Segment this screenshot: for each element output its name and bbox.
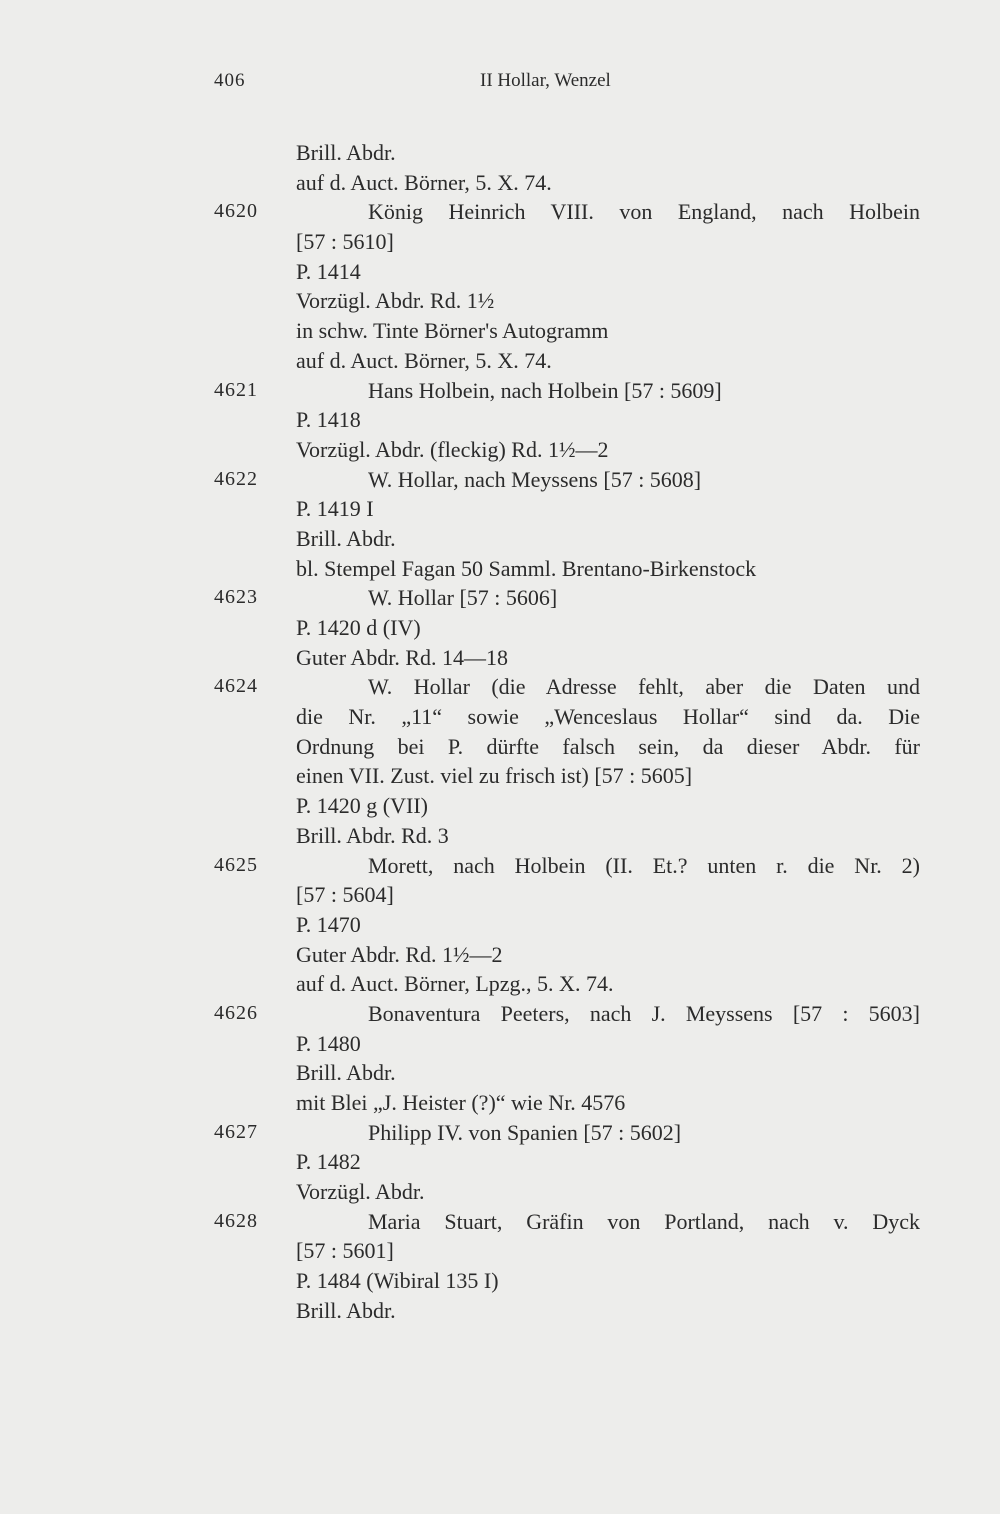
catalog-line <box>0 1177 1000 1207</box>
entry-title: W. Hollar [57 : 5606] <box>368 585 558 611</box>
entry-title: W. Hollar, nach Meyssens [57 : 5608] <box>368 466 702 492</box>
entry-detail: [57 : 5601] <box>296 1238 394 1264</box>
catalog-line <box>0 851 1000 881</box>
catalog-line <box>0 910 1000 940</box>
catalog-line <box>0 1088 1000 1118</box>
catalog-line <box>0 376 1000 406</box>
entry-detail: P. 1420 g (VII) <box>296 793 428 819</box>
catalog-line <box>0 643 1000 673</box>
entry-number: 4628 <box>214 1209 258 1232</box>
catalog-line <box>0 138 1000 168</box>
catalog-line <box>0 316 1000 346</box>
catalog-line <box>0 613 1000 643</box>
catalog-line <box>0 197 1000 227</box>
entry-number: 4621 <box>214 378 258 401</box>
entry-detail: P. 1482 <box>296 1149 361 1175</box>
catalog-line <box>0 1207 1000 1237</box>
catalog-line <box>0 524 1000 554</box>
entry-title: Philipp IV. von Spanien [57 : 5602] <box>368 1119 682 1145</box>
catalog-line <box>0 405 1000 435</box>
entry-number: 4626 <box>214 1001 258 1024</box>
catalog-line <box>0 880 1000 910</box>
entry-detail: P. 1418 <box>296 407 361 433</box>
entry-number: 4623 <box>214 586 258 609</box>
entry-detail: P. 1480 <box>296 1030 361 1056</box>
catalog-line <box>0 1029 1000 1059</box>
entry-detail: Brill. Abdr. <box>296 1060 396 1086</box>
catalog-line <box>0 346 1000 376</box>
entry-title: Maria Stuart, Gräfin von Portland, nach v. Dyck <box>368 1208 920 1234</box>
catalog-line <box>0 1296 1000 1326</box>
page-number: 406 <box>214 70 246 91</box>
catalog-line <box>0 791 1000 821</box>
entry-detail: Brill. Abdr. <box>296 1297 396 1323</box>
entry-detail: P. 1484 (Wibiral 135 I) <box>296 1268 499 1294</box>
entry-detail: Brill. Abdr. <box>296 140 396 165</box>
page-header <box>0 70 1000 100</box>
entry-detail: auf d. Auct. Börner, 5. X. 74. <box>296 347 552 373</box>
entry-detail: in schw. Tinte Börner's Autogramm <box>296 318 609 344</box>
catalog-line <box>0 286 1000 316</box>
entry-detail: P. 1420 d (IV) <box>296 615 421 640</box>
catalog-line <box>0 1266 1000 1296</box>
catalog-line <box>0 227 1000 257</box>
running-title: II Hollar, Wenzel <box>480 70 611 91</box>
entry-title: Bonaventura Peeters, nach J. Meyssens [57 : 5603] <box>368 1000 920 1026</box>
catalog-line <box>0 821 1000 851</box>
entry-detail: Brill. Abdr. Rd. 3 <box>296 822 449 848</box>
entry-number: 4625 <box>214 853 258 876</box>
entry-title: W. Hollar (die Adresse fehlt, aber die Daten und <box>368 674 920 700</box>
entry-detail: auf d. Auct. Börner, Lpzg., 5. X. 74. <box>296 971 614 997</box>
entry-title: Morett, nach Holbein (II. Et.? unten r. die Nr. 2) <box>368 852 920 878</box>
entry-detail: Ordnung bei P. dürfte falsch sein, da dieser Abdr. für <box>296 733 920 759</box>
catalog-line <box>0 672 1000 702</box>
catalog-entries <box>0 138 1000 1326</box>
entry-detail: Brill. Abdr. <box>296 525 396 551</box>
catalog-line <box>0 1236 1000 1266</box>
entry-detail: auf d. Auct. Börner, 5. X. 74. <box>296 169 552 195</box>
catalog-line <box>0 1147 1000 1177</box>
catalog-line <box>0 999 1000 1029</box>
catalog-line <box>0 1118 1000 1148</box>
entry-detail: Vorzügl. Abdr. (fleckig) Rd. 1½—2 <box>296 436 609 462</box>
entry-detail: Guter Abdr. Rd. 14—18 <box>296 644 509 670</box>
entry-detail: Guter Abdr. Rd. 1½—2 <box>296 941 503 967</box>
entry-detail: mit Blei „J. Heister (?)“ wie Nr. 4576 <box>296 1090 626 1115</box>
catalog-line <box>0 1058 1000 1088</box>
catalog-line <box>0 465 1000 495</box>
catalog-line <box>0 168 1000 198</box>
entry-detail: P. 1414 <box>296 258 361 284</box>
entry-number: 4627 <box>214 1120 258 1143</box>
catalog-line <box>0 702 1000 732</box>
entry-detail: einen VII. Zust. viel zu frisch ist) [57 : 5605] <box>296 763 693 789</box>
catalog-line <box>0 732 1000 762</box>
entry-detail: Vorzügl. Abdr. <box>296 1179 425 1205</box>
catalog-line <box>0 494 1000 524</box>
catalog-line <box>0 554 1000 584</box>
catalog-line <box>0 257 1000 287</box>
entry-detail: die Nr. „11“ sowie „Wenceslaus Hollar“ sind da. Die <box>296 704 920 730</box>
entry-number: 4624 <box>214 675 258 698</box>
entry-detail: [57 : 5604] <box>296 882 394 908</box>
entry-number: 4622 <box>214 467 258 490</box>
catalog-line <box>0 940 1000 970</box>
catalog-line <box>0 435 1000 465</box>
catalog-line <box>0 969 1000 999</box>
catalog-line <box>0 761 1000 791</box>
entry-title: König Heinrich VIII. von England, nach Holbein <box>368 199 920 225</box>
entry-title: Hans Holbein, nach Holbein [57 : 5609] <box>368 377 722 403</box>
entry-number: 4620 <box>214 200 258 223</box>
entry-detail: P. 1470 <box>296 911 361 937</box>
catalog-line <box>0 583 1000 613</box>
entry-detail: bl. Stempel Fagan 50 Samml. Brentano-Birkenstock <box>296 555 757 581</box>
entry-detail: [57 : 5610] <box>296 229 394 255</box>
entry-detail: P. 1419 I <box>296 496 374 522</box>
entry-detail: Vorzügl. Abdr. Rd. 1½ <box>296 288 495 314</box>
